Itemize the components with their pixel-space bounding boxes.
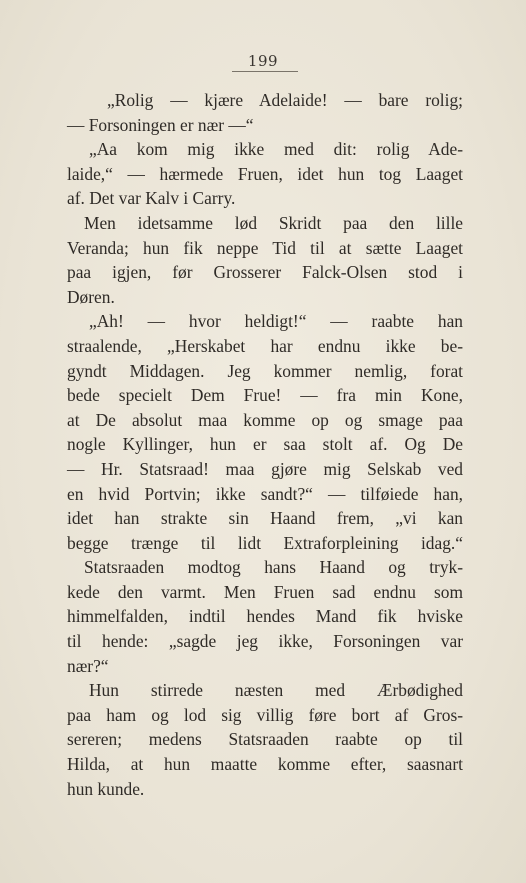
text-line: begge trænge til lidt Extraforpleining idag.“ xyxy=(67,532,463,553)
page-number: 199 xyxy=(247,52,279,70)
text-line: — Hr. Statsraad! maa gjøre mig Selskab ved xyxy=(67,458,463,479)
text-line: en hvid Portvin; ikke sandt?“ — tilføiede han, xyxy=(67,483,463,504)
text-line: af. Det var Kalv i Carry. xyxy=(67,188,236,209)
text-line: Døren. xyxy=(67,286,115,307)
text-line: himmelfalden, indtil hendes Mand fik hviske xyxy=(67,606,463,627)
text-line: kede den varmt. Men Fruen sad endnu som xyxy=(67,581,463,602)
text-line: Hilda, at hun maatte komme efter, saasnart xyxy=(67,754,463,775)
text-line: „Aa kom mig ikke med dit: rolig Ade- xyxy=(89,139,463,160)
text-line: paa ham og lod sig villig føre bort af Gros- xyxy=(67,704,463,725)
text-line: — Forsoningen er nær —“ xyxy=(67,114,254,135)
text-line: gyndt Middagen. Jeg kommer nemlig, forat xyxy=(67,360,463,381)
text-line: at De absolut maa komme op og smage paa xyxy=(67,409,463,430)
text-line: sereren; medens Statsraaden raabte op til xyxy=(67,729,463,750)
text-line: Hun stirrede næsten med Ærbødighed xyxy=(89,680,463,701)
text-line: nær?“ xyxy=(67,655,109,676)
page-number-rule xyxy=(232,71,298,72)
text-line: straalende, „Herskabet har endnu ikke be- xyxy=(67,335,463,356)
text-line: Men idetsamme lød Skridt paa den lille xyxy=(84,212,463,233)
text-line: bede specielt Dem Frue! — fra min Kone, xyxy=(67,385,463,406)
text-line: Veranda; hun fik neppe Tid til at sætte Laaget xyxy=(67,237,463,258)
body-text xyxy=(67,88,463,801)
text-line: „Ah! — hvor heldigt!“ — raabte han xyxy=(89,311,463,332)
text-line: laide,“ — hærmede Fruen, idet hun tog Laaget xyxy=(67,163,463,184)
text-line: idet han strakte sin Haand frem, „vi kan xyxy=(67,508,463,529)
text-line: til hende: „sagde jeg ikke, Forsoningen var xyxy=(67,631,463,652)
text-line: hun kunde. xyxy=(67,778,145,799)
text-line: Statsraaden modtog hans Haand og tryk- xyxy=(84,557,463,578)
text-line: paa igjen, før Grosserer Falck-Olsen stod i xyxy=(67,262,463,283)
text-line: „Rolig — kjære Adelaide! — bare rolig; xyxy=(107,90,463,110)
text-line: nogle Kyllinger, hun er saa stolt af. Og De xyxy=(67,434,463,455)
